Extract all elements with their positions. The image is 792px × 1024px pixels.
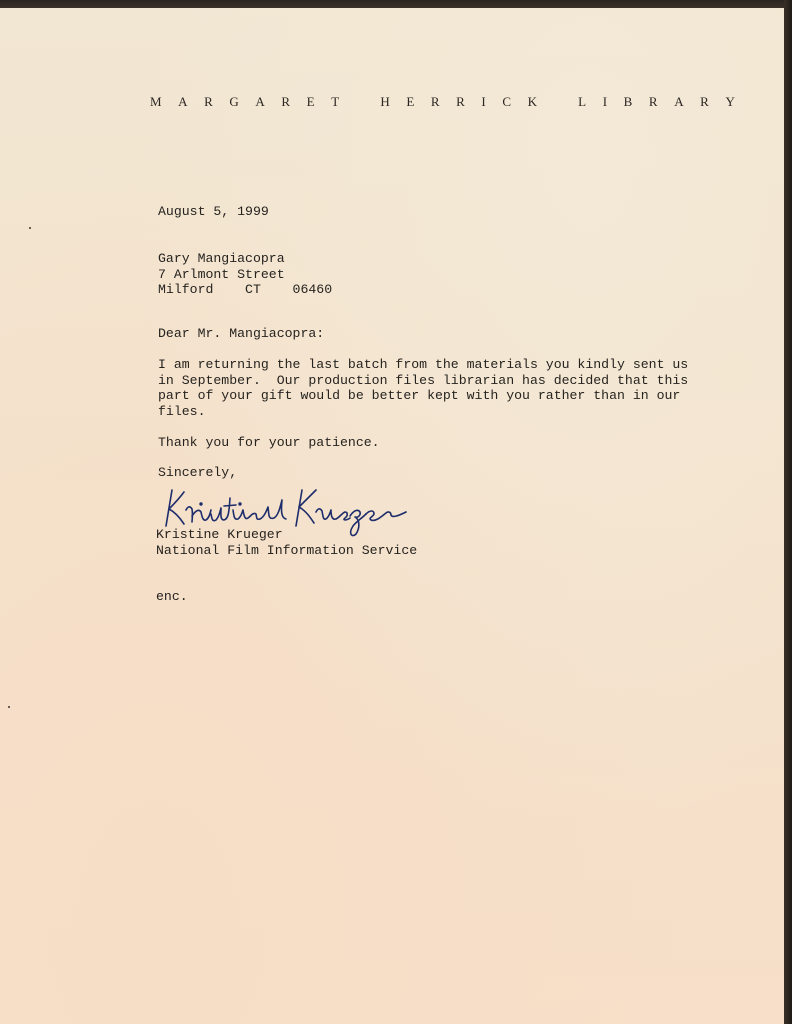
letterhead-letter: L — [578, 94, 587, 109]
letterhead-letter: R — [456, 94, 465, 109]
letterhead-letter: H — [380, 94, 390, 109]
letterhead-letter: G — [229, 94, 239, 109]
body-line: I am returning the last batch from the materials you kindly sent us — [158, 357, 689, 372]
signer-block — [156, 527, 417, 558]
body-line: part of your gift would be better kept with you rather than in our — [158, 388, 681, 403]
signer-department: National Film Information Service — [156, 542, 418, 558]
letterhead-letter: E — [306, 94, 315, 109]
letterhead-word-gap — [554, 94, 562, 110]
letter-body — [158, 357, 688, 419]
letterhead-letter: R — [204, 94, 213, 109]
letterhead-letter: E — [406, 94, 415, 109]
recipient-street: 7 Arlmont Street — [158, 266, 285, 282]
body-line: files. — [158, 403, 206, 419]
complimentary-close: Sincerely, — [158, 465, 238, 480]
letterhead-letter: R — [430, 94, 440, 109]
signer-name: Kristine Krueger — [156, 527, 283, 542]
letterhead-letter: I — [481, 94, 486, 109]
letter-paper — [0, 8, 786, 1024]
letterhead-letter: Y — [725, 94, 735, 109]
recipient-address — [158, 251, 332, 298]
letterhead-letter: K — [527, 94, 537, 109]
letterhead-letter: R — [648, 94, 658, 109]
letterhead-letter: C — [502, 94, 511, 109]
recipient-name: Gary Mangiacopra — [158, 251, 285, 266]
letterhead — [150, 94, 735, 110]
letterhead-letter: M — [150, 94, 162, 109]
letterhead-letter: A — [178, 94, 188, 109]
salutation: Dear Mr. Mangiacopra: — [158, 326, 325, 341]
letterhead-letter: R — [281, 94, 291, 109]
letterhead-letter: B — [623, 94, 633, 109]
scan-background-right — [784, 0, 792, 1024]
enclosure-note: enc. — [156, 589, 188, 604]
recipient-city-line: Milford CT 06460 — [158, 282, 333, 297]
body-line: in September. Our production files librarian has decided that this — [158, 372, 689, 388]
letterhead-letter: T — [331, 94, 340, 109]
letter-date: August 5, 1999 — [158, 204, 269, 219]
thanks-line: Thank you for your patience. — [158, 435, 380, 450]
paper-speck — [8, 706, 10, 708]
letterhead-letter: R — [700, 94, 709, 109]
paper-speck — [29, 227, 31, 229]
letterhead-word-gap — [356, 94, 364, 110]
letterhead-letter: A — [674, 94, 684, 109]
letterhead-letter: I — [602, 94, 608, 109]
letterhead-letter: A — [255, 94, 265, 109]
